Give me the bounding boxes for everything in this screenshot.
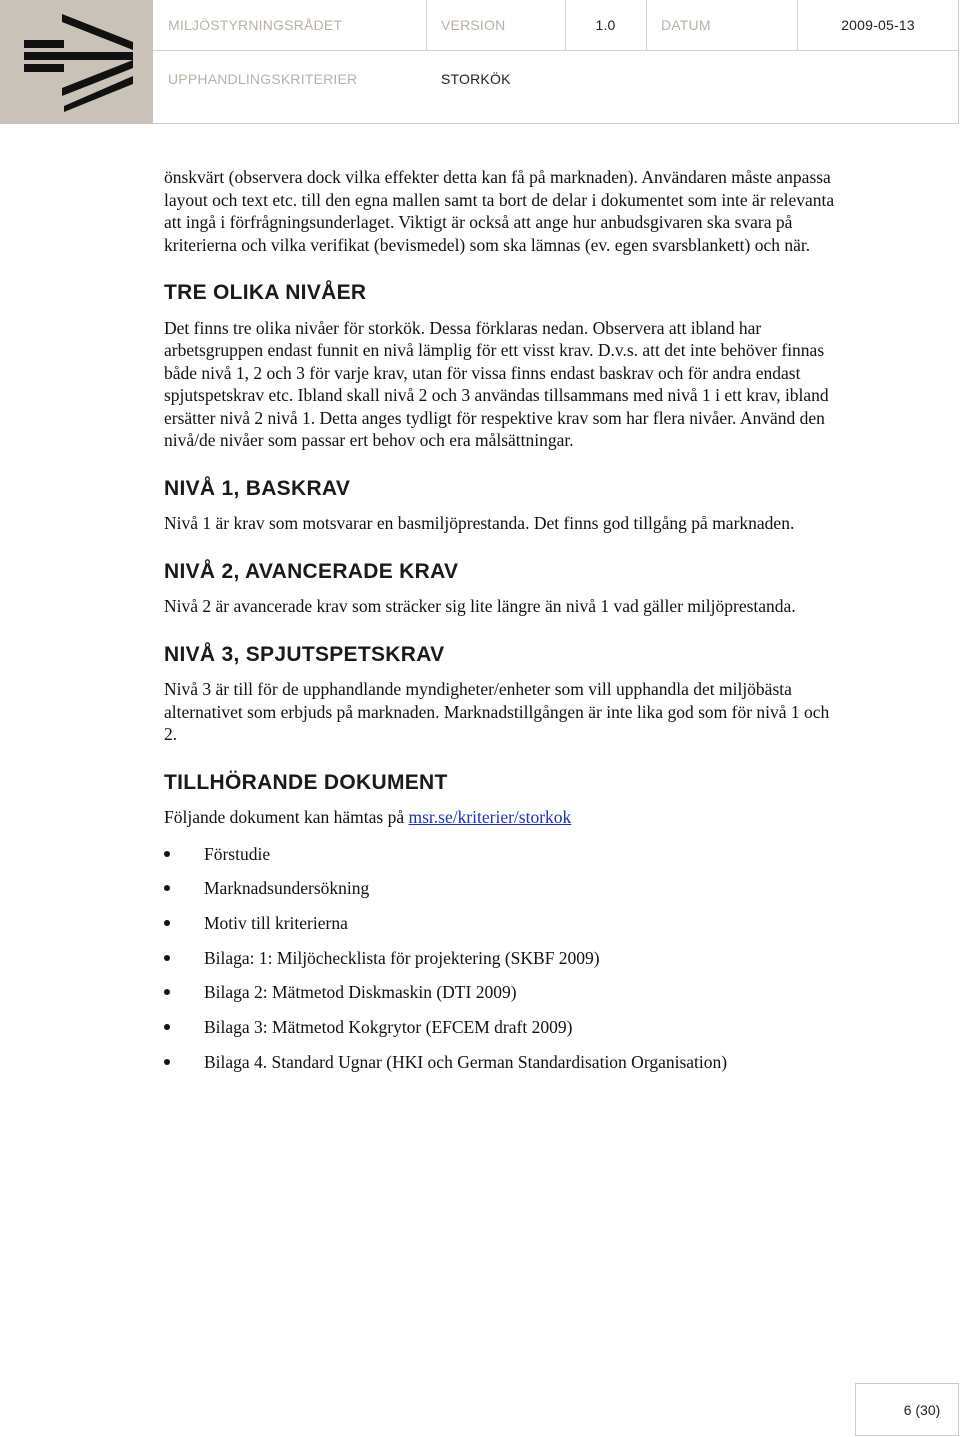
- section-heading-level3: NIVÅ 3, SPJUTSPETSKRAV: [164, 642, 445, 666]
- page-number: 6 (30): [855, 1383, 959, 1436]
- paragraph-line: Nivå 2 är avancerade krav som sträcker sig lite längre än nivå 1 vad gäller miljöprestanda.: [164, 596, 796, 616]
- msr-logo-icon: [0, 0, 153, 124]
- msr-logo: [0, 0, 153, 124]
- list-item-label: Bilaga: 1: Miljöchecklista för projektering (SKBF 2009): [204, 947, 600, 968]
- date-label: DATUM: [661, 17, 711, 33]
- paragraph-line: 2.: [164, 724, 178, 744]
- list-item: [164, 1051, 924, 1086]
- bullet-icon: [164, 989, 170, 995]
- intro-line: layout och text etc. till den egna mallen samt ta bort de delar i dokumentet som inte är relevanta: [164, 189, 835, 210]
- paragraph-line: både nivå 1, 2 och 3 för varje krav, utan för vissa finns endast baskrav och för andra endast: [164, 362, 801, 383]
- paragraph-line: Det finns tre olika nivåer för storkök. Dessa förklaras nedan. Observera att ibland har: [164, 317, 762, 338]
- storkok-criteria-link[interactable]: msr.se/kriterier/storkok: [408, 807, 572, 827]
- paragraph-line: ersätter nivå 2 nivå 1. Detta anges tydligt för respektive krav som har flera nivåer. Använd den: [164, 407, 825, 428]
- section-heading-level2: NIVÅ 2, AVANCERADE KRAV: [164, 559, 459, 583]
- paragraph-line: nivå/de nivåer som passar ert behov och era målsättningar.: [164, 430, 574, 450]
- list-item-label: Bilaga 3: Mätmetod Kokgrytor (EFCEM draft 2009): [204, 1016, 573, 1037]
- org-label: MILJÖSTYRNINGSRÅDET: [168, 17, 343, 33]
- list-item: [164, 947, 924, 982]
- list-item-label: Marknadsundersökning: [204, 878, 370, 899]
- page-header: [0, 0, 960, 124]
- section-heading-level1: NIVÅ 1, BASKRAV: [164, 476, 351, 500]
- list-item: [164, 877, 924, 912]
- list-item: [164, 912, 924, 947]
- paragraph-line: spjutspetskrav etc. Ibland skall nivå 2 och 3 användas tillsammans med nivå 1 i ett krav, ibland: [164, 385, 829, 405]
- paragraph-line: Nivå 3 är till för de upphandlande myndigheter/enheter som vill upphandla det miljöbästa: [164, 679, 792, 699]
- document-list: [164, 843, 924, 1086]
- list-item: [164, 1016, 924, 1051]
- list-item-label: Förstudie: [204, 843, 271, 864]
- list-item: [164, 843, 924, 878]
- bullet-icon: [164, 955, 170, 961]
- section-heading-documents: TILLHÖRANDE DOKUMENT: [164, 770, 448, 794]
- documents-intro: [164, 806, 924, 829]
- documents-intro-text: Följande dokument kan hämtas på: [164, 807, 409, 827]
- version-value: 1.0: [595, 17, 616, 33]
- date-value: 2009-05-13: [841, 17, 915, 33]
- bullet-icon: [164, 885, 170, 891]
- bullet-icon: [164, 920, 170, 926]
- section-value: STORKÖK: [441, 70, 511, 87]
- section-label: UPPHANDLINGSKRITERIER: [168, 70, 358, 87]
- paragraph-line: alternativet som erbjuds på marknaden. Marknadstillgången är inte lika god som för nivå 1 och: [164, 701, 830, 722]
- list-item-label: Bilaga 4. Standard Ugnar (HKI och German Standardisation Organisation): [204, 1051, 728, 1072]
- bullet-icon: [164, 1024, 170, 1030]
- bullet-icon: [164, 851, 170, 857]
- document-body: [164, 166, 924, 1085]
- list-item-label: Bilaga 2: Mätmetod Diskmaskin (DTI 2009): [204, 982, 517, 1003]
- intro-line: kriterierna och vilka verifikat (bevismedel) som ska lämnas (ev. egen svarsblankett) och när.: [164, 234, 811, 255]
- intro-line: att ingå i förfrågningsunderlaget. Viktigt är också att ange hur anbudsgivaren ska svara på: [164, 212, 793, 232]
- paragraph-line: Nivå 1 är krav som motsvarar en basmiljöprestanda. Det finns god tillgång på marknaden.: [164, 513, 795, 533]
- bullet-icon: [164, 1059, 170, 1065]
- version-label: VERSION: [441, 17, 506, 33]
- list-item-label: Motiv till kriterierna: [204, 912, 348, 933]
- section-heading-levels: TRE OLIKA NIVÅER: [164, 281, 367, 304]
- paragraph-line: arbetsgruppen endast funnit en nivå lämplig för ett visst krav. D.v.s. att det inte behöver finnas: [164, 340, 825, 360]
- intro-line: önskvärt (observera dock vilka effekter detta kan få på marknaden). Användaren måste anpassa: [164, 167, 831, 187]
- list-item: [164, 981, 924, 1016]
